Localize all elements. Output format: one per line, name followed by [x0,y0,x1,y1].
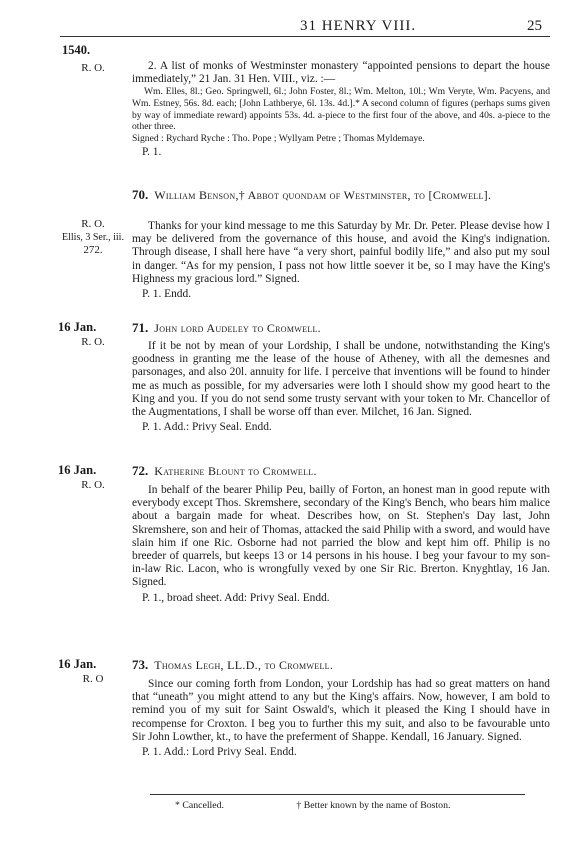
entry-72-text: In behalf of the bearer Philip Peu, bailly of Forton, an honest man in good repute with everybody except Thos. Skremshere, secondary of the King's Bench, who bears him malice about a bargain made for wheat. Describes how, on St. Stephen's Day last, John Skremshere, son and heir of Thomas, attacked the said Philip with a sword, and would have slain him if one Ric. Osborne had not parried the blow and kept him off. Philip is no breeder of quarrels, but keeps 13 or 14 persons in his house. I beg your favour to my son-in-law Ric. Lacon, who is wrongfully vexed by one Sir Ric. Brerton. Knyghtlay, 16 Jan. Signed. [132,484,550,589]
running-header: 31 HENRY VIII. [300,18,417,34]
entry-72 [132,484,550,605]
entry-title: William Benson,† Abbot quondam of Westminster, to [Cromwell]. [154,188,492,202]
footnote-cancelled: * Cancelled. [175,800,224,811]
entry-69-signed: Signed : Rychard Ryche : Tho. Pope ; Wyllyam Petre ; Thomas Myldemaye. [132,132,425,144]
footnote-boston: † Better known by the name of Boston. [296,800,451,811]
entry-number: 70. [132,187,149,202]
margin-year: 1540. [62,43,91,57]
entry-number: 73. [132,657,149,672]
entry-72-heading [132,464,550,478]
entry-73 [132,678,550,759]
margin-date: 16 Jan. [58,463,97,477]
entry-71 [132,340,550,434]
margin-ro: R. O. [81,479,105,491]
margin-ro: R. O [82,673,104,685]
margin-date: 16 Jan. [58,320,97,334]
header-rule [60,36,550,37]
entry-71-heading [132,321,550,335]
entry-70-endnote: P. 1. Endd. [142,288,192,301]
entry-73-text: Since our coming forth from London, your Lordship has had so great matters on hand that “uneath” you might attend to any but the King's affairs. Now, however, I am bold to remind you of my suit for Saint Oswald's, which it pleased the King I should have in recompense for Croxton. I beg you to further this my suit, and also to be favourable unto Sir John Lowther, kt., to have the preferment of Shappe. Kendall, 16 January. Signed. [132,678,550,743]
entry-70 [132,220,550,301]
margin-date: 16 Jan. [58,657,97,671]
entry-73-heading [132,658,550,672]
entry-69-text: 2. A list of monks of Westminster monastery “appointed pensions to depart the house immediately,” 21 Jan. 31 Hen. VIII., viz. :— [132,60,550,86]
page-number: 25 [527,18,542,34]
entry-number: 71. [132,320,149,335]
entry-73-endnote: P. 1. Add.: Lord Privy Seal. Endd. [142,746,297,759]
entry-69 [132,60,550,160]
margin-ro: R. O. [81,218,105,230]
entry-70-heading [132,188,550,202]
margin-ellis-page: 272. [83,244,103,256]
entry-title: Katherine Blount to Cromwell. [154,464,317,478]
entry-69-endnote: P. 1. [142,146,162,159]
entry-69-detail: Wm. Elles, 8l.; Geo. Springwell, 6l.; John Foster, 8l.; Wm. Melton, 10l.; Wm Veryte, Wm. Pacyens, and Wm. Estney, 56s. 8d. each; [John Lathberye, 6l. 13s. 4d.].* A second column of figures (perhaps sums given by way of immediate reward) appoints 53s. 4d. a-piece to the first four of the above, and 40s. a-piece to the other three. [132,86,550,133]
footnotes [170,800,540,811]
entry-70-text: Thanks for your kind message to me this Saturday by Mr. Dr. Peter. Please devise how I may be delivered from the governance of this house, and avoid the King's indignation. Through disease, I shall here have “a very short, painful bodily life,” and also put my soul in danger. “As for my pension, I pass not how little soever it be, so I may have the King's Highness my gracious lord.” Signed. [132,220,550,285]
entry-title: Thomas Legh, LL.D., to Cromwell. [154,658,334,672]
margin-ro: R. O. [81,62,105,74]
footnote-rule [150,794,525,795]
margin-ellis: Ellis, 3 Ser., iii. [62,232,124,243]
margin-ro: R. O. [81,336,105,348]
entry-71-endnote: P. 1. Add.: Privy Seal. Endd. [142,421,272,434]
entry-number: 72. [132,463,149,478]
entry-71-text: If it be not by mean of your Lordship, I shall be undone, notwithstanding the King's goodness in granting me the lease of the house of Atheney, with all the demesnes and parsonages, and also 20l. annuity for life. I perceive that inventions will be found to hinder me as much as possible, for my adversaries were loth I should show my good heart to the King and you. If you do not send some trusty servant with your token to Mr. Chancellor of the Augmentations, I shall be worse off than ever. Milchet, 16 Jan. Signed. [132,340,550,419]
entry-72-endnote: P. 1., broad sheet. Add: Privy Seal. Endd. [142,591,330,604]
entry-title: John lord Audeley to Cromwell. [154,321,321,335]
